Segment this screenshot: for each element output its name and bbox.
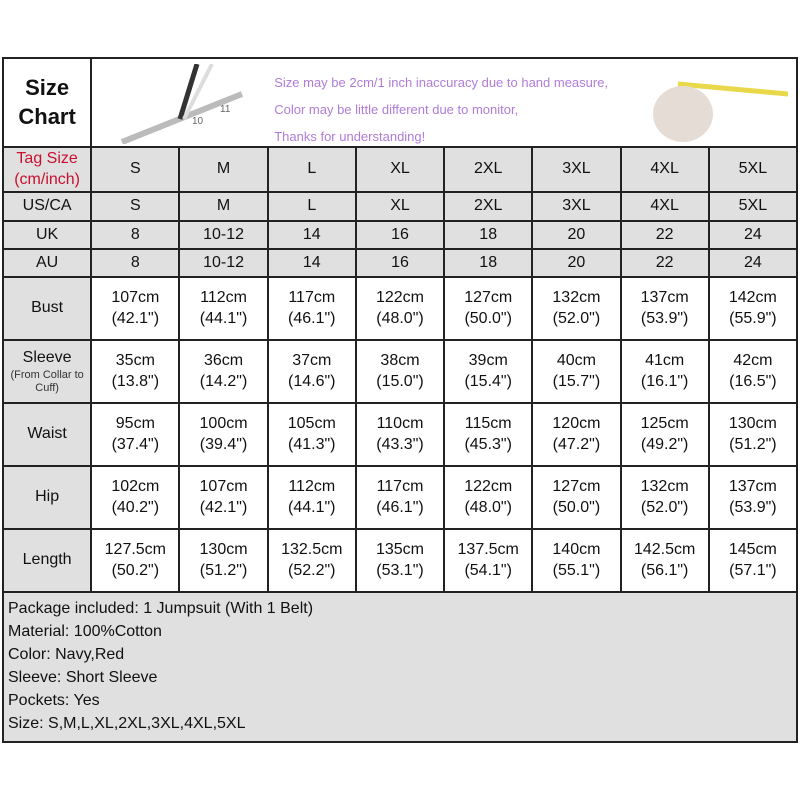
measure-cell: 41cm (16.1") bbox=[621, 340, 709, 403]
size-cell: M bbox=[179, 192, 267, 221]
measure-cell: 127cm (50.0") bbox=[532, 466, 620, 529]
size-cell: 8 bbox=[91, 249, 179, 277]
size-cell: 2XL bbox=[444, 192, 532, 221]
measure-cell: 130cm (51.2") bbox=[709, 403, 797, 466]
measure-cell: 142.5cm (56.1") bbox=[621, 529, 709, 592]
size-header-cell: L bbox=[268, 147, 356, 192]
measure-cell: 110cm (43.3") bbox=[356, 403, 444, 466]
size-cell: 18 bbox=[444, 249, 532, 277]
measure-cell: 39cm (15.4") bbox=[444, 340, 532, 403]
info-line: Sleeve: Short Sleeve bbox=[8, 669, 158, 686]
measure-cell: 37cm (14.6") bbox=[268, 340, 356, 403]
note-line: Thanks for understanding! bbox=[274, 129, 426, 144]
measure-row-label: Hip bbox=[3, 466, 91, 529]
size-cell: L bbox=[268, 192, 356, 221]
note-line: Color may be little different due to monitor, bbox=[274, 102, 519, 117]
size-header-cell: 3XL bbox=[532, 147, 620, 192]
size-chart-title: Size Chart bbox=[3, 58, 91, 147]
size-row-label: AU bbox=[3, 249, 91, 277]
product-info bbox=[3, 592, 797, 742]
measure-cell: 122cm (48.0") bbox=[444, 466, 532, 529]
measure-cell: 132cm (52.0") bbox=[532, 277, 620, 340]
measure-row-label: Bust bbox=[3, 277, 91, 340]
size-cell: 5XL bbox=[709, 192, 797, 221]
size-cell: 16 bbox=[356, 221, 444, 249]
measure-cell: 132.5cm (52.2") bbox=[268, 529, 356, 592]
size-header-cell: M bbox=[179, 147, 267, 192]
size-row-label: US/CA bbox=[3, 192, 91, 221]
measure-cell: 145cm (57.1") bbox=[709, 529, 797, 592]
measure-cell: 112cm (44.1") bbox=[268, 466, 356, 529]
measure-cell: 135cm (53.1") bbox=[356, 529, 444, 592]
size-cell: 10-12 bbox=[179, 221, 267, 249]
size-cell: 18 bbox=[444, 221, 532, 249]
info-line: Pockets: Yes bbox=[8, 692, 100, 709]
measure-cell: 130cm (51.2") bbox=[179, 529, 267, 592]
size-cell: 3XL bbox=[532, 192, 620, 221]
size-header-cell: 5XL bbox=[709, 147, 797, 192]
measure-cell: 35cm (13.8") bbox=[91, 340, 179, 403]
measure-cell: 142cm (55.9") bbox=[709, 277, 797, 340]
measure-cell: 140cm (55.1") bbox=[532, 529, 620, 592]
measure-cell: 102cm (40.2") bbox=[91, 466, 179, 529]
measure-cell: 107cm (42.1") bbox=[179, 466, 267, 529]
size-header-cell: S bbox=[91, 147, 179, 192]
info-line: Color: Navy,Red bbox=[8, 646, 125, 663]
size-header-cell: 2XL bbox=[444, 147, 532, 192]
measure-cell: 105cm (41.3") bbox=[268, 403, 356, 466]
info-line: Material: 100%Cotton bbox=[8, 623, 162, 640]
measure-cell: 137cm (53.9") bbox=[709, 466, 797, 529]
measure-cell: 125cm (49.2") bbox=[621, 403, 709, 466]
size-cell: 24 bbox=[709, 221, 797, 249]
pencil-ruler-icon bbox=[102, 64, 252, 144]
measure-cell: 127.5cm (50.2") bbox=[91, 529, 179, 592]
measure-cell: 120cm (47.2") bbox=[532, 403, 620, 466]
measure-cell: 95cm (37.4") bbox=[91, 403, 179, 466]
measure-cell: 107cm (42.1") bbox=[91, 277, 179, 340]
info-line: Package included: 1 Jumpsuit (With 1 Belt) bbox=[8, 600, 314, 617]
measure-cell: 42cm (16.5") bbox=[709, 340, 797, 403]
measure-cell: 117cm (46.1") bbox=[268, 277, 356, 340]
banner bbox=[91, 58, 797, 147]
size-header-cell: XL bbox=[356, 147, 444, 192]
size-cell: 14 bbox=[268, 249, 356, 277]
measure-cell: 132cm (52.0") bbox=[621, 466, 709, 529]
measure-cell: 115cm (45.3") bbox=[444, 403, 532, 466]
measure-cell: 38cm (15.0") bbox=[356, 340, 444, 403]
note-line: Size may be 2cm/1 inch inaccuracy due to hand measure, bbox=[274, 75, 609, 90]
measure-cell: 137.5cm (54.1") bbox=[444, 529, 532, 592]
info-line: Size: S,M,L,XL,2XL,3XL,4XL,5XL bbox=[8, 715, 246, 732]
size-cell: 14 bbox=[268, 221, 356, 249]
measure-row-label: Sleeve (From Collar to Cuff) bbox=[3, 340, 91, 403]
hand-tape-measure-icon bbox=[638, 69, 788, 144]
size-cell: 8 bbox=[91, 221, 179, 249]
measure-row-label: Waist bbox=[3, 403, 91, 466]
size-chart-table bbox=[2, 57, 798, 743]
size-cell: 22 bbox=[621, 249, 709, 277]
svg-text:11: 11 bbox=[220, 104, 231, 115]
measure-cell: 100cm (39.4") bbox=[179, 403, 267, 466]
size-cell: 10-12 bbox=[179, 249, 267, 277]
measure-cell: 112cm (44.1") bbox=[179, 277, 267, 340]
size-cell: 16 bbox=[356, 249, 444, 277]
measure-cell: 40cm (15.7") bbox=[532, 340, 620, 403]
size-row-label: UK bbox=[3, 221, 91, 249]
measure-cell: 117cm (46.1") bbox=[356, 466, 444, 529]
size-cell: 20 bbox=[532, 221, 620, 249]
notes bbox=[274, 69, 608, 150]
tag-size-label: Tag Size (cm/inch) bbox=[3, 147, 91, 192]
measure-cell: 36cm (14.2") bbox=[179, 340, 267, 403]
size-cell: XL bbox=[356, 192, 444, 221]
size-cell: S bbox=[91, 192, 179, 221]
size-cell: 20 bbox=[532, 249, 620, 277]
measure-cell: 127cm (50.0") bbox=[444, 277, 532, 340]
size-cell: 22 bbox=[621, 221, 709, 249]
measure-cell: 122cm (48.0") bbox=[356, 277, 444, 340]
size-cell: 24 bbox=[709, 249, 797, 277]
size-cell: 4XL bbox=[621, 192, 709, 221]
measure-cell: 137cm (53.9") bbox=[621, 277, 709, 340]
measure-row-label: Length bbox=[3, 529, 91, 592]
svg-text:10: 10 bbox=[192, 116, 204, 127]
size-header-cell: 4XL bbox=[621, 147, 709, 192]
